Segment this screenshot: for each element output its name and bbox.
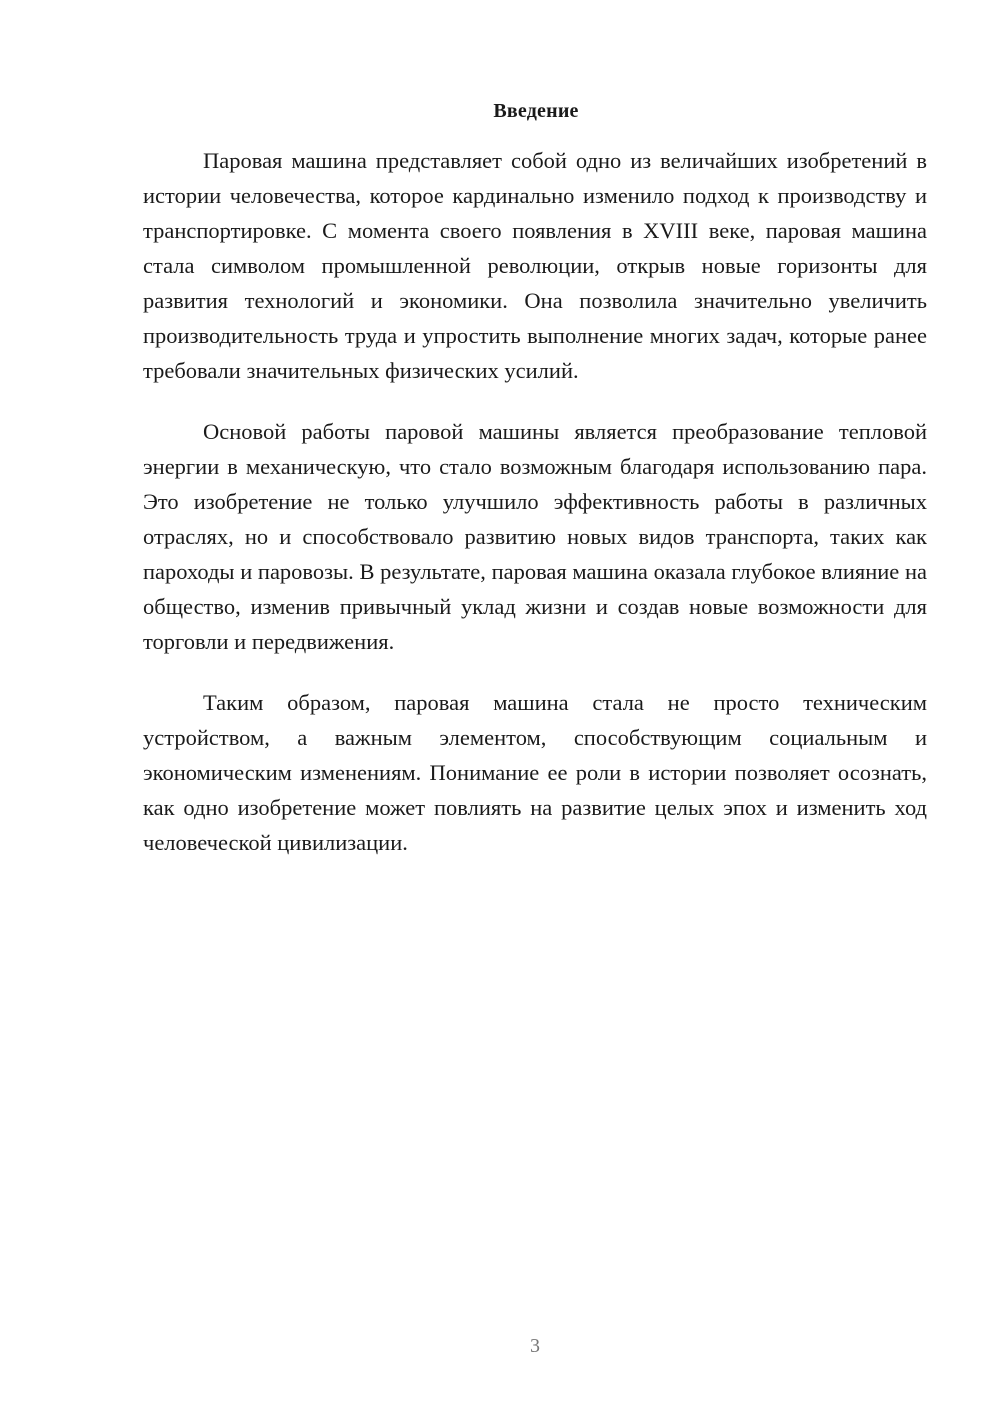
page-content	[143, 96, 927, 860]
paragraph-1: Паровая машина представляет собой одно из величайших изобретений в истории человечества, которое кардинально изменило подход к производству и транспортировке. С момента своего появления в XVIII веке, паровая машина стала символом промышленной революции, открыв новые горизонты для развития технологий и экономики. Она позволила значительно увеличить производительность труда и упростить выполнение многих задач, которые ранее требовали значительных физических усилий.	[143, 148, 927, 383]
paragraph-3: Таким образом, паровая машина стала не просто техническим устройством, а важным элементом, способствующим социальным и экономическим изменениям. Понимание ее роли в истории позволяет осознать, как одно изобретение может повлиять на развитие целых эпох и изменить ход человеческой цивилизации.	[143, 690, 927, 855]
page-number: 3	[530, 1335, 540, 1357]
section-title: Введение	[493, 100, 579, 122]
paragraph-2: Основой работы паровой машины является преобразование тепловой энергии в механическую, что стало возможным благодаря использованию пара. Это изобретение не только улучшило эффективность работы в различных отраслях, но и способствовало развитию новых видов транспорта, таких как пароходы и паровозы. В результате, паровая машина оказала глубокое влияние на общество, изменив привычный уклад жизни и создав новые возможности для торговли и передвижения.	[143, 419, 927, 654]
